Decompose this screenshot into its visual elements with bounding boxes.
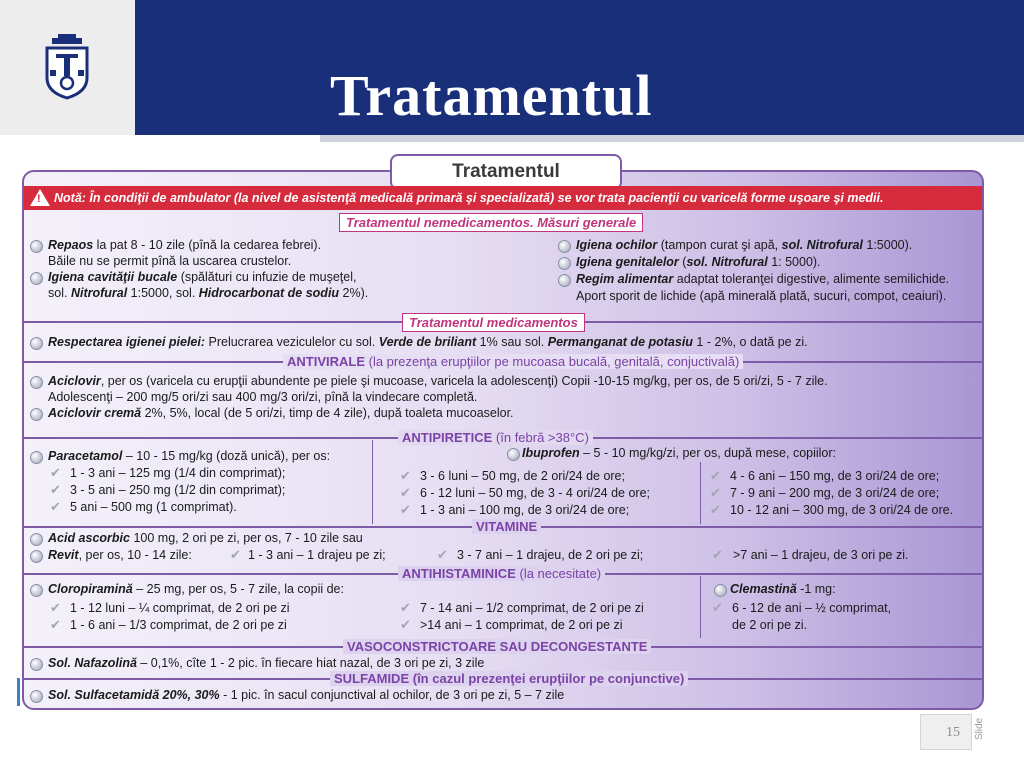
bullet-icon <box>558 240 571 253</box>
check-icon: ✔ <box>437 547 448 562</box>
text-dose: 1 - 6 ani – 1/3 comprimat, de 2 ori pe zi <box>70 618 287 632</box>
section-vitamine: VITAMINE <box>472 519 541 534</box>
section-vaso: VASOCONSTRICTOARE SAU DECONGESTANTE <box>343 639 651 654</box>
check-icon: ✔ <box>230 547 241 562</box>
check-icon: ✔ <box>400 468 411 483</box>
bullet-icon <box>30 584 43 597</box>
band-nonmed: Tratamentul nemedicamentos. Măsuri generale <box>339 213 643 232</box>
check-icon: ✔ <box>50 600 61 615</box>
check-icon: ✔ <box>710 468 721 483</box>
text-aport: Aport sporit de lichide (apă minerală plată, sucuri, compot, ceaiuri). <box>576 289 947 303</box>
text-dose: 6 - 12 luni – 50 mg, de 3 - 4 ori/24 de ore; <box>420 486 650 500</box>
section-antihistaminice: ANTIHISTAMINICE (la necesitate) <box>398 566 605 581</box>
text-dose: 1 - 3 ani – 125 mg (1/4 din comprimat); <box>70 466 286 480</box>
column-divider <box>700 576 701 638</box>
check-icon: ✔ <box>50 617 61 632</box>
text-clemastina: Clemastină -1 mg: <box>730 582 836 596</box>
text-dose: de 2 ori pe zi. <box>732 618 808 632</box>
text-revit: Revit, per os, 10 - 14 zile: <box>48 548 192 562</box>
text-dose: 10 - 12 ani – 300 mg, de 3 ori/24 de ore. <box>730 503 954 517</box>
check-icon: ✔ <box>400 485 411 500</box>
check-icon: ✔ <box>50 465 61 480</box>
text-dose: >14 ani – 1 comprimat, de 2 ori pe zi <box>420 618 623 632</box>
bullet-icon <box>30 451 43 464</box>
check-icon: ✔ <box>50 482 61 497</box>
text-dose: 4 - 6 ani – 150 mg, de 3 ori/24 de ore; <box>730 469 940 483</box>
text-dose: 3 - 7 ani – 1 drajeu, de 2 ori pe zi; <box>457 548 644 562</box>
text-dose: 5 ani – 500 mg (1 comprimat). <box>70 500 237 514</box>
bullet-icon <box>30 533 43 546</box>
bullet-icon <box>30 408 43 421</box>
check-icon: ✔ <box>712 600 723 615</box>
text-adolescenti: Adolescenţi – 200 mg/5 ori/zi sau 400 mg/3 ori/zi, pînă la vindecare completă. <box>48 390 478 404</box>
text-dose: 1 - 12 luni – ¼ comprimat, de 2 ori pe zi <box>70 601 290 615</box>
text-dose: 3 - 5 ani – 250 mg (1/2 din comprimat); <box>70 483 286 497</box>
text-regim: Regim alimentar adaptat toleranţei digestive, alimente semilichide. <box>576 272 950 286</box>
text-dose: 1 - 3 ani – 100 mg, de 3 ori/24 de ore; <box>420 503 630 517</box>
section-antivirale: ANTIVIRALE (la prezenţa erupţiilor pe mucoasa bucală, genitală, conjuctivală) <box>283 354 743 369</box>
text-sulfacetamida: Sol. Sulfacetamidă 20%, 30% - 1 pic. în sacul conjunctival al ochilor, de 3 ori pe zi, 5 – 7 zile <box>48 688 565 702</box>
band-med: Tratamentul medicamentos <box>402 313 585 332</box>
bullet-icon <box>558 257 571 270</box>
text-ibuprofen: Ibuprofen – 5 - 10 mg/kg/zi, per os, după mese, copiilor: <box>522 446 837 460</box>
warning-mark: ! <box>37 193 41 205</box>
column-divider <box>372 440 373 524</box>
check-icon: ✔ <box>710 485 721 500</box>
bullet-icon <box>30 240 43 253</box>
text-nafazolina: Sol. Nafazolină – 0,1%, cîte 1 - 2 pic. în fiecare hiat nazal, de 3 ori pe zi, 3 zile <box>48 656 485 670</box>
text-aciclovir: Aciclovir, per os (varicela cu erupţii abundente pe piele şi mucoase, varicela la adolescenţi) Copii -10-15 mg/kg, per os, de 5 ori/zi, 5 - 7 zile. <box>48 374 828 388</box>
check-icon: ✔ <box>400 617 411 632</box>
bullet-icon <box>30 658 43 671</box>
section-sulfamide: SULFAMIDE (în cazul prezenţei erupţiilor pe conjunctive) <box>330 671 688 686</box>
bullet-icon <box>507 448 520 461</box>
page-title: Tratamentul <box>330 63 653 128</box>
bullet-icon <box>30 376 43 389</box>
text-igiena-pielei: Respectarea igienei pielei: Prelucrarea veziculelor cu sol. Verde de briliant 1% sau sol. Permanganat de potasiu 1 - 2%, o dată pe zi. <box>48 335 808 349</box>
text-nitrofural: sol. Nitrofural 1:5000, sol. Hidrocarbonat de sodiu 2%). <box>48 286 369 300</box>
bullet-icon <box>30 690 43 703</box>
column-divider <box>700 462 701 524</box>
slide-number-box <box>920 714 972 750</box>
text-paracetamol: Paracetamol – 10 - 15 mg/kg (doză unică), per os: <box>48 449 331 463</box>
bullet-icon <box>714 584 727 597</box>
bullet-icon <box>30 272 43 285</box>
text-igiena-genitale: Igiena genitalelor (sol. Nitrofural 1: 5000). <box>576 255 821 269</box>
text-baile: Băile nu se permit pînă la uscarea crustelor. <box>48 254 292 268</box>
text-cloropiramina: Cloropiramină – 25 mg, per os, 5 - 7 zile, la copii de: <box>48 582 344 596</box>
text-repaos: Repaos la pat 8 - 10 zile (pînă la cedarea febrei). <box>48 238 322 252</box>
check-icon: ✔ <box>400 600 411 615</box>
text-dose: 7 - 14 ani – 1/2 comprimat, de 2 ori pe zi <box>420 601 644 615</box>
text-igiena-ochilor: Igiena ochilor (tampon curat şi apă, sol. Nitrofural 1:5000). <box>576 238 913 252</box>
check-icon: ✔ <box>712 547 723 562</box>
left-marker <box>17 678 20 706</box>
text-igiena-bucala: Igiena cavităţii bucale (spălături cu infuzie de muşeţel, <box>48 270 357 284</box>
text-dose: 1 - 3 ani – 1 drajeu pe zi; <box>248 548 386 562</box>
check-icon: ✔ <box>400 502 411 517</box>
text-dose: >7 ani – 1 drajeu, de 3 ori pe zi. <box>733 548 909 562</box>
bullet-icon <box>30 337 43 350</box>
header-shadow <box>320 135 1024 142</box>
text-dose: 3 - 6 luni – 50 mg, de 2 ori/24 de ore; <box>420 469 625 483</box>
slide-label: Slide <box>974 717 985 740</box>
text-acid-ascorbic: Acid ascorbic 100 mg, 2 ori pe zi, per os, 7 - 10 zile sau <box>48 531 363 545</box>
check-icon: ✔ <box>710 502 721 517</box>
section-antipiretice: ANTIPIRETICE (în febră >38°C) <box>398 430 593 445</box>
slide-number: 15 <box>946 725 960 740</box>
bullet-icon <box>30 550 43 563</box>
warning-note-text: Notă: În condiţii de ambulator (la nivel de asistenţă medicală primară şi specializată) se vor trata pacienţii cu varicelă forme uşoare şi medii. <box>54 191 884 205</box>
warning-note <box>24 186 982 210</box>
check-icon: ✔ <box>50 499 61 514</box>
text-dose: 6 - 12 de ani – ½ comprimat, <box>732 601 892 615</box>
bullet-icon <box>558 274 571 287</box>
text-aciclovir-crema: Aciclovir cremă 2%, 5%, local (de 5 ori/zi, timp de 4 zile), după toaleta mucoaselor. <box>48 406 514 420</box>
university-crest-icon <box>42 34 92 100</box>
table-title: Tratamentul <box>390 154 622 190</box>
text-dose: 7 - 9 ani – 200 mg, de 3 ori/24 de ore; <box>730 486 940 500</box>
